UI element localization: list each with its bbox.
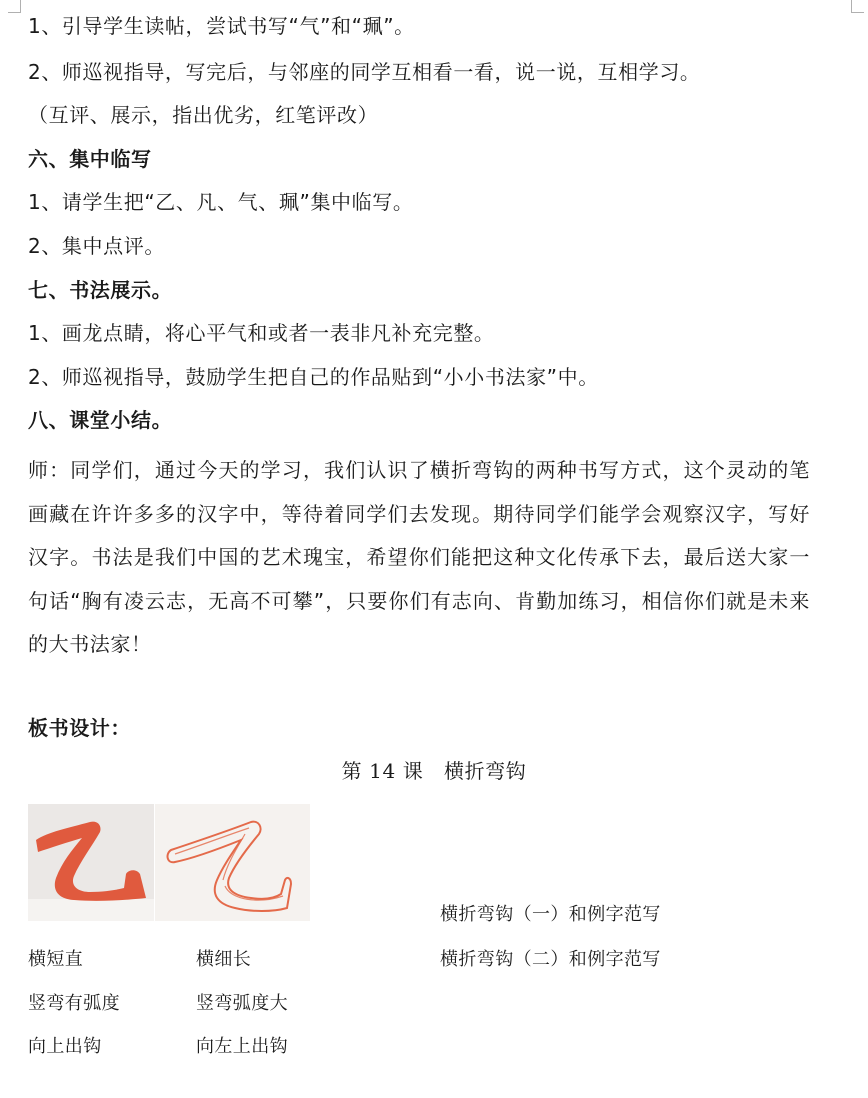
section-heading-7: 七、书法展示。 — [28, 278, 173, 302]
step-note: （互评、展示，指出优劣，红笔评改） — [28, 103, 379, 127]
margin-corner-mark-right — [851, 0, 864, 13]
board-col1-item: 横短直 — [28, 949, 84, 970]
board-col2-item: 横细长 — [196, 949, 252, 970]
brush-stroke-filled-icon — [28, 804, 154, 921]
board-col2-item: 竖弯弧度大 — [196, 993, 288, 1014]
step-line-2: 2、师巡视指导，写完后，与邻座的同学互相看一看，说一说，互相学习。 — [28, 60, 701, 84]
margin-corner-mark-left — [8, 0, 21, 13]
board-design-heading: 板书设计： — [28, 716, 131, 740]
step-line-5: 1、画龙点睛，将心平气和或者一表非凡补充完整。 — [28, 321, 495, 345]
lesson-title: 第 14 课 横折弯钩 — [341, 759, 527, 783]
board-col1-item: 向上出钩 — [28, 1036, 102, 1057]
section-heading-6: 六、集中临写 — [28, 147, 152, 171]
summary-paragraph: 师：同学们，通过今天的学习，我们认识了横折弯钩的两种书写方式，这个灵动的笔画藏在许许多多的汉字中，等待着同学们去发现。期待同学们能学会观察汉字，写好汉字。书法是我们中国的艺术瑰宝，希望你们能把这种文化传承下去，最后送大家一句话“胸有凌云志，无高不可攀”，只要你们有志向、肯勤加练习，相信你们就是未来的大书法家！ — [28, 458, 810, 656]
brush-stroke-filled-image — [28, 804, 154, 921]
board-col1-item: 竖弯有弧度 — [28, 993, 120, 1014]
section-heading-8: 八、课堂小结。 — [28, 408, 173, 432]
step-line-4: 2、集中点评。 — [28, 234, 165, 258]
board-item-stroke-1: 横折弯钩（一）和例字范写 — [440, 904, 661, 925]
step-line-3: 1、请学生把“乙、凡、气、珮”集中临写。 — [28, 190, 414, 214]
brush-stroke-outline-icon — [155, 804, 310, 921]
board-item-stroke-2: 横折弯钩（二）和例字范写 — [440, 949, 661, 970]
step-line-1: 1、引导学生读帖，尝试书写“气”和“珮”。 — [28, 14, 415, 38]
step-line-6: 2、师巡视指导，鼓励学生把自己的作品贴到“小小书法家”中。 — [28, 365, 599, 389]
brush-stroke-outline-image — [155, 804, 310, 921]
board-col2-item: 向左上出钩 — [196, 1036, 288, 1057]
